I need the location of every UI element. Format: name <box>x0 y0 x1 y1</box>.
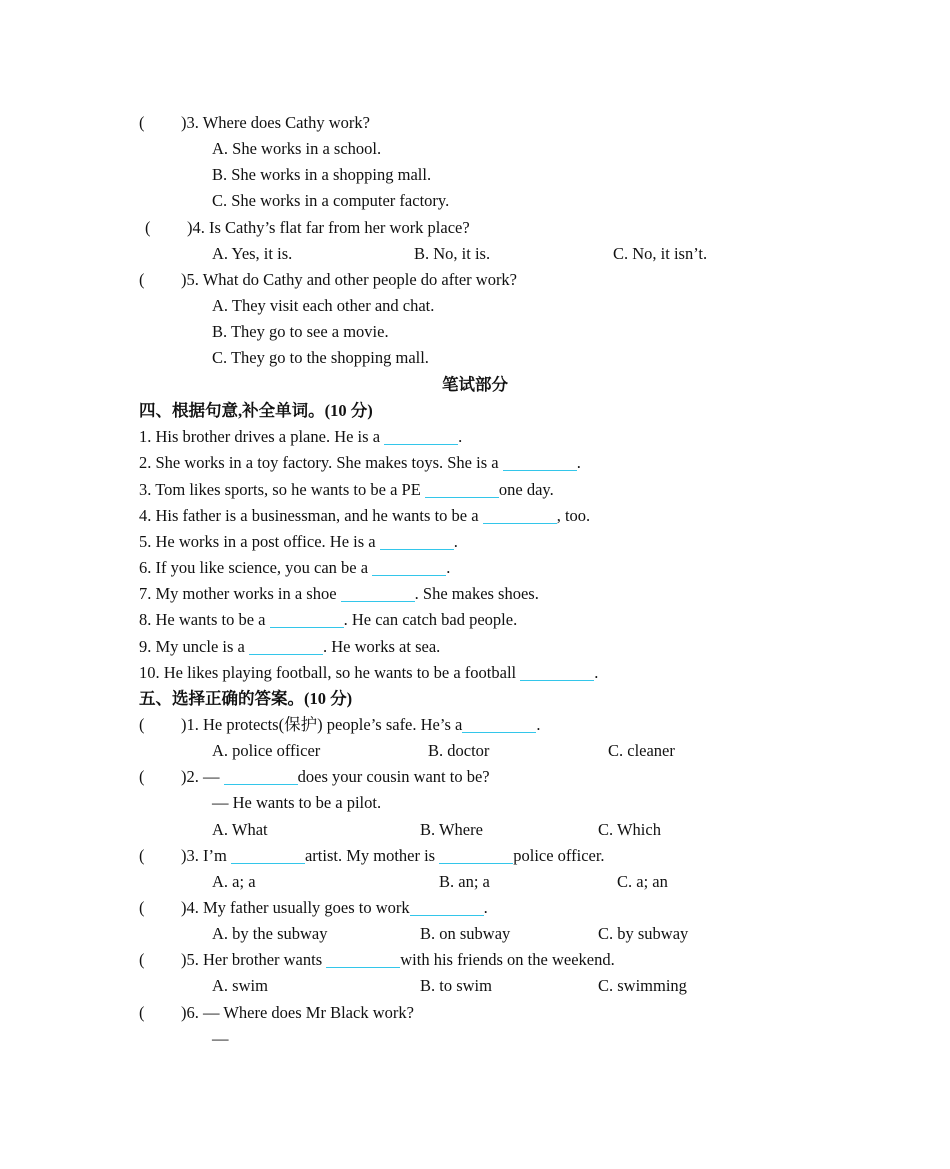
text: one day. <box>498 479 554 499</box>
text: . <box>576 453 581 473</box>
fill-in-sentence <box>139 661 598 685</box>
answer-blank[interactable] <box>341 585 415 602</box>
text: — <box>203 767 224 787</box>
text: What do Cathy and other people do after work? <box>202 269 518 289</box>
text: 10. He likes playing football, so he wants to be a football <box>139 662 521 682</box>
answer-blank[interactable] <box>380 533 454 550</box>
text: — Where does Mr Black work? <box>203 1002 414 1022</box>
fill-in-sentence <box>139 451 581 475</box>
option: C. Which <box>598 819 661 839</box>
question-text <box>181 896 488 920</box>
question-text <box>181 713 540 737</box>
text: . <box>458 427 463 447</box>
text: 7. My mother works in a shoe <box>139 584 341 604</box>
answer-blank[interactable] <box>231 847 305 864</box>
fill-in-sentence <box>139 504 590 528</box>
option: B. on subway <box>420 924 511 944</box>
option: A. swim <box>212 976 268 996</box>
text: 8. He wants to be a <box>139 610 270 630</box>
option: B. She works in a shopping mall. <box>212 165 432 185</box>
answer-blank[interactable] <box>372 559 446 576</box>
text: police officer. <box>513 845 605 865</box>
text: )3. <box>181 113 203 132</box>
text: )4. <box>187 217 209 237</box>
option: A. What <box>212 819 268 839</box>
answer-blank[interactable] <box>503 454 577 471</box>
text: . <box>594 662 599 682</box>
question-text <box>181 948 615 972</box>
option: B. an; a <box>439 871 490 891</box>
fill-in-sentence <box>139 530 458 554</box>
option: A. Yes, it is. <box>212 243 293 263</box>
fill-in-sentence <box>139 478 554 502</box>
fill-in-sentence <box>139 425 462 449</box>
text: My father usually goes to work <box>203 898 410 917</box>
text: does your cousin want to be? <box>297 767 490 787</box>
text: Where does Cathy work? <box>202 113 370 132</box>
text: 5. He works in a post office. He is a <box>139 531 380 551</box>
text: 4. His father is a businessman, and he wants to be a <box>139 505 483 525</box>
text: artist. My mother is <box>304 845 440 865</box>
option: A. by the subway <box>212 924 328 944</box>
question-text <box>181 268 517 292</box>
text: , too. <box>556 505 591 525</box>
question-text <box>181 765 490 789</box>
text: . <box>483 898 488 917</box>
answer-blank[interactable] <box>326 951 400 968</box>
written-part-title: 笔试部分 <box>442 375 508 394</box>
text: )4. <box>181 898 203 917</box>
answer-paren[interactable]: ( <box>139 845 145 865</box>
option: C. a; an <box>617 871 668 891</box>
fill-in-sentence <box>139 635 440 659</box>
text: . He works at sea. <box>322 636 441 656</box>
answer-blank[interactable] <box>224 768 298 785</box>
fill-in-sentence <box>139 556 450 580</box>
text: . He can catch bad people. <box>343 610 518 630</box>
option: C. by subway <box>598 924 689 944</box>
text: 9. My uncle is a <box>139 636 249 656</box>
text: 1. His brother drives a plane. He is a <box>139 427 385 447</box>
answer-paren[interactable]: ( <box>139 767 145 787</box>
answer-blank[interactable] <box>520 664 594 681</box>
section5-title: 五、选择正确的答案。(10 分) <box>139 688 353 708</box>
question-text <box>187 216 470 240</box>
answer-paren[interactable]: ( <box>139 714 145 734</box>
option: A. police officer <box>212 741 321 761</box>
answer-paren[interactable]: ( <box>139 1002 145 1022</box>
option: C. swimming <box>598 976 687 996</box>
text: )6. <box>181 1002 203 1022</box>
text: I’m <box>203 845 231 865</box>
question-text <box>181 111 370 135</box>
option: A. a; a <box>212 871 256 891</box>
option: C. cleaner <box>608 741 675 761</box>
dialogue-answer: — He wants to be a pilot. <box>212 793 382 813</box>
answer-blank[interactable] <box>462 716 536 733</box>
text: Is Cathy’s flat far from her work place? <box>209 217 470 237</box>
text: 6. If you like science, you can be a <box>139 558 373 578</box>
option: C. She works in a computer factory. <box>212 191 450 211</box>
question-text <box>181 1001 414 1025</box>
answer-blank[interactable] <box>249 638 323 655</box>
option: B. to swim <box>420 976 492 996</box>
text: Her brother wants <box>203 950 327 970</box>
text: with his friends on the weekend. <box>400 950 615 970</box>
option: B. doctor <box>428 741 490 761</box>
option: C. No, it isn’t. <box>613 243 708 263</box>
question-text <box>181 844 605 868</box>
text: He protects(保护) people’s safe. He’s a <box>203 714 463 734</box>
text: 3. Tom likes sports, so he wants to be a PE <box>139 479 425 499</box>
answer-paren[interactable]: ( <box>145 217 151 237</box>
option: A. She works in a school. <box>212 139 382 159</box>
option: B. No, it is. <box>414 243 491 263</box>
text: . <box>453 531 458 551</box>
option: B. Where <box>420 819 483 839</box>
text: )2. <box>181 767 203 787</box>
answer-blank[interactable] <box>410 899 484 916</box>
answer-blank[interactable] <box>439 847 513 864</box>
fill-in-sentence <box>139 582 539 606</box>
dialogue-answer: — <box>212 1028 229 1048</box>
answer-paren[interactable]: ( <box>139 269 145 289</box>
answer-blank[interactable] <box>270 611 344 628</box>
fill-in-sentence <box>139 608 517 632</box>
option: C. They go to the shopping mall. <box>212 348 429 368</box>
text: . She makes shoes. <box>414 584 539 604</box>
text: 2. She works in a toy factory. She makes toys. She is a <box>139 453 503 473</box>
answer-paren[interactable]: ( <box>139 113 145 132</box>
text: )5. <box>181 269 203 289</box>
answer-blank[interactable] <box>425 481 499 498</box>
answer-paren[interactable]: ( <box>139 950 145 970</box>
section4-title: 四、根据句意,补全单词。(10 分) <box>139 401 373 421</box>
answer-blank[interactable] <box>483 507 557 524</box>
answer-blank[interactable] <box>384 428 458 445</box>
text: )3. <box>181 845 203 865</box>
text: )1. <box>181 714 203 734</box>
option: B. They go to see a movie. <box>212 322 389 342</box>
text: . <box>446 558 451 578</box>
option: A. They visit each other and chat. <box>212 296 435 316</box>
text: . <box>536 714 541 734</box>
text: )5. <box>181 950 203 970</box>
answer-paren[interactable]: ( <box>139 898 145 917</box>
